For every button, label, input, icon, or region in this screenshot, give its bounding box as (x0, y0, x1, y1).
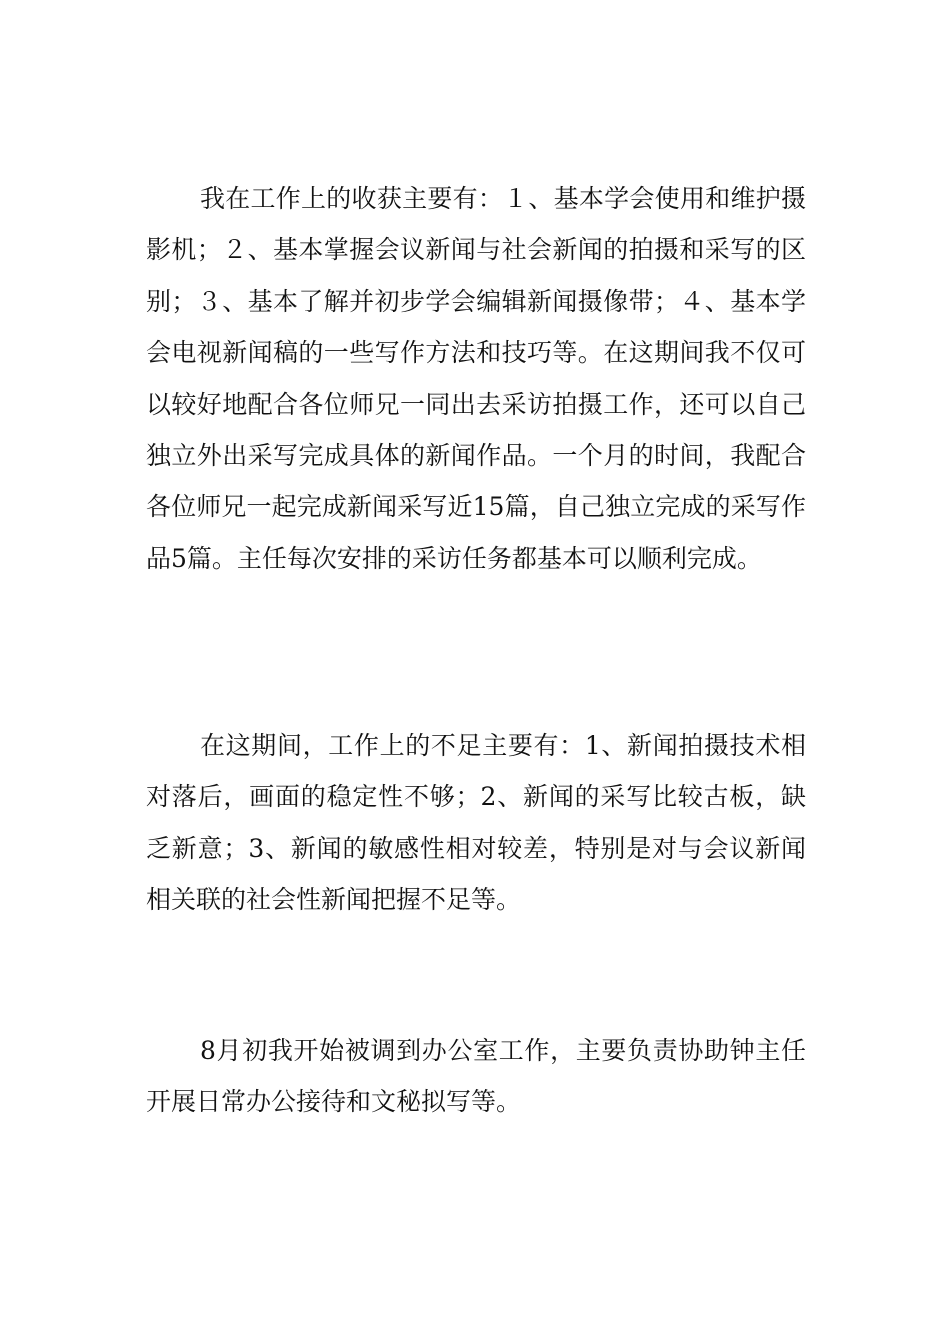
paragraph-work-gains: 我在工作上的收获主要有：１、基本学会使用和维护摄影机；２、基本掌握会议新闻与社会新闻的拍摄和采写的区别；３、基本了解并初步学会编辑新闻摄像带；４、基本学会电视新闻稿的一些写作方法和技巧等。在这期间我不仅可以较好地配合各位师兄一同出去采访拍摄工作，还可以自己独立外出采写完成具体的新闻作品。一个月的时间，我配合各位师兄一起完成新闻采写近15篇，自己独立完成的采写作品5篇。主任每次安排的采访任务都基本可以顺利完成。 (146, 184, 806, 573)
paragraph-office-transfer: 8月初我开始被调到办公室工作，主要负责协助钟主任开展日常办公接待和文秘拟写等。 (146, 1036, 806, 1117)
paragraph-work-shortcomings: 在这期间，工作上的不足主要有：1、新闻拍摄技术相对落后，画面的稳定性不够；2、新闻的采写比较古板，缺乏新意；3、新闻的敏感性相对较差，特别是对与会议新闻相关联的社会性新闻把握不足等。 (146, 731, 806, 915)
